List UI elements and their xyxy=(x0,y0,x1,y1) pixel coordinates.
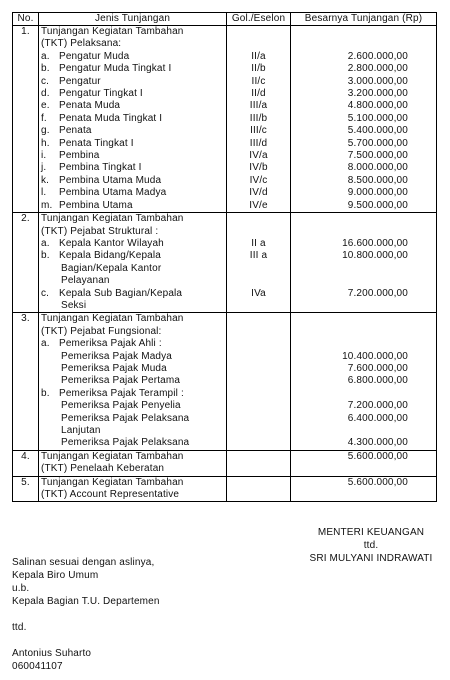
list-marker: m. xyxy=(41,199,53,211)
cell-gol-eselon: III/d xyxy=(227,138,291,150)
cell-gol-eselon xyxy=(227,300,291,313)
table-row xyxy=(13,489,437,502)
cell-jenis-tunjangan xyxy=(39,150,227,162)
cell-jenis-tunjangan xyxy=(39,88,227,100)
cell-no xyxy=(13,300,39,313)
cell-no: 3. xyxy=(13,313,39,326)
cell-jenis-tunjangan xyxy=(39,388,227,400)
cell-jenis-tunjangan xyxy=(39,338,227,350)
cell-no: 1. xyxy=(13,26,39,39)
cell-no xyxy=(13,326,39,338)
table-row xyxy=(13,63,437,75)
table-row xyxy=(13,338,437,350)
cell-amount xyxy=(291,213,437,226)
cell-no xyxy=(13,162,39,174)
cell-gol-eselon: IVa xyxy=(227,288,291,300)
cell-jenis-tunjangan xyxy=(39,238,227,250)
cell-no xyxy=(13,187,39,199)
cell-gol-eselon: IV/e xyxy=(227,200,291,213)
table-row xyxy=(13,162,437,174)
item-label: Pemeriksa Pajak Terampil : xyxy=(59,387,184,399)
cell-amount xyxy=(291,489,437,502)
list-marker: g. xyxy=(41,125,50,137)
cell-amount: 7.600.000,00 xyxy=(291,363,437,375)
cell-gol-eselon: II a xyxy=(227,238,291,250)
cell-jenis-tunjangan xyxy=(39,63,227,75)
list-marker: a. xyxy=(41,237,50,249)
cell-jenis-tunjangan xyxy=(39,162,227,174)
cell-amount: 6.800.000,00 xyxy=(291,375,437,387)
cell-amount xyxy=(291,300,437,313)
list-marker: d. xyxy=(41,88,50,100)
cell-no xyxy=(13,250,39,262)
cell-amount: 3.000.000,00 xyxy=(291,76,437,88)
table-row xyxy=(13,200,437,213)
signature-block xyxy=(296,526,446,565)
table-row xyxy=(13,437,437,450)
cell-gol-eselon: IV/c xyxy=(227,175,291,187)
cell-jenis-tunjangan: Lanjutan xyxy=(39,425,227,437)
item-label: Pembina Utama Muda xyxy=(59,174,162,186)
cell-gol-eselon xyxy=(227,388,291,400)
table-row xyxy=(13,288,437,300)
cell-gol-eselon xyxy=(227,275,291,287)
cell-gol-eselon xyxy=(227,26,291,39)
copy-ub: u.b. xyxy=(12,583,30,594)
cell-no xyxy=(13,150,39,162)
cell-no xyxy=(13,338,39,350)
cell-jenis-tunjangan xyxy=(39,200,227,213)
cell-gol-eselon xyxy=(227,413,291,425)
certified-copy-block xyxy=(12,556,312,673)
table-row xyxy=(13,400,437,412)
cell-gol-eselon xyxy=(227,338,291,350)
cell-amount: 5.600.000,00 xyxy=(291,450,437,463)
cell-amount xyxy=(291,463,437,476)
cell-amount: 8.000.000,00 xyxy=(291,162,437,174)
cell-no xyxy=(13,275,39,287)
cell-amount: 4.300.000,00 xyxy=(291,437,437,450)
table-row xyxy=(13,138,437,150)
cell-amount: 2.800.000,00 xyxy=(291,63,437,75)
cell-amount: 9.000.000,00 xyxy=(291,187,437,199)
cell-amount: 5.600.000,00 xyxy=(291,476,437,489)
item-label: Penata Muda Tingkat I xyxy=(59,112,163,124)
cell-no xyxy=(13,100,39,112)
cell-gol-eselon: II/d xyxy=(227,88,291,100)
cell-jenis-tunjangan: Bagian/Kepala Kantor xyxy=(39,263,227,275)
table-row xyxy=(13,238,437,250)
cell-no xyxy=(13,138,39,150)
cell-jenis-tunjangan xyxy=(39,125,227,137)
cell-jenis-tunjangan: (TKT) Account Representative xyxy=(39,489,227,502)
cell-jenis-tunjangan xyxy=(39,250,227,262)
cell-jenis-tunjangan: Pemeriksa Pajak Pertama xyxy=(39,375,227,387)
item-label: Pengatur Muda xyxy=(59,50,130,62)
cell-amount: 3.200.000,00 xyxy=(291,88,437,100)
list-marker: b. xyxy=(41,387,50,399)
item-label: Penata xyxy=(59,125,92,137)
cell-jenis-tunjangan: (TKT) Pelaksana: xyxy=(39,38,227,50)
cell-no xyxy=(13,175,39,187)
item-label: Kepala Kantor Wilayah xyxy=(59,237,164,249)
table-row xyxy=(13,125,437,137)
table-row xyxy=(13,250,437,262)
cell-no xyxy=(13,113,39,125)
cell-amount: 4.800.000,00 xyxy=(291,100,437,112)
item-label: Pembina Utama xyxy=(59,199,133,211)
cell-gol-eselon: II/a xyxy=(227,51,291,63)
cell-amount xyxy=(291,275,437,287)
table-row xyxy=(13,413,437,425)
item-label: Pembina Tingkat I xyxy=(59,162,142,174)
item-label: Kepala Bidang/Kepala xyxy=(59,250,161,262)
header-no: No. xyxy=(13,13,39,26)
cell-gol-eselon: III a xyxy=(227,250,291,262)
cell-gol-eselon xyxy=(227,463,291,476)
cell-amount xyxy=(291,26,437,39)
copy-statement: Salinan sesuai dengan aslinya, xyxy=(12,557,155,568)
cell-gol-eselon: III/a xyxy=(227,100,291,112)
cell-jenis-tunjangan xyxy=(39,51,227,63)
list-marker: a. xyxy=(41,338,50,350)
table-row xyxy=(13,351,437,363)
cell-jenis-tunjangan xyxy=(39,175,227,187)
cell-jenis-tunjangan: (TKT) Pejabat Fungsional: xyxy=(39,326,227,338)
table-row xyxy=(13,300,437,313)
cell-amount: 7.200.000,00 xyxy=(291,400,437,412)
list-marker: a. xyxy=(41,50,50,62)
cell-gol-eselon xyxy=(227,375,291,387)
table-row xyxy=(13,275,437,287)
table-row xyxy=(13,363,437,375)
cell-amount: 2.600.000,00 xyxy=(291,51,437,63)
table-row xyxy=(13,100,437,112)
cell-gol-eselon: IV/a xyxy=(227,150,291,162)
copy-signer-nip: 060041107 xyxy=(12,661,63,672)
cell-no xyxy=(13,425,39,437)
cell-amount xyxy=(291,425,437,437)
cell-amount xyxy=(291,263,437,275)
cell-jenis-tunjangan: Tunjangan Kegiatan Tambahan xyxy=(39,313,227,326)
table-row xyxy=(13,375,437,387)
cell-gol-eselon: III/b xyxy=(227,113,291,125)
cell-jenis-tunjangan: Pemeriksa Pajak Penyelia xyxy=(39,400,227,412)
table-row xyxy=(13,463,437,476)
cell-amount: 7.200.000,00 xyxy=(291,288,437,300)
list-marker: i. xyxy=(41,150,47,162)
cell-amount xyxy=(291,313,437,326)
cell-jenis-tunjangan xyxy=(39,76,227,88)
cell-gol-eselon xyxy=(227,425,291,437)
cell-jenis-tunjangan xyxy=(39,187,227,199)
cell-jenis-tunjangan: Pemeriksa Pajak Pelaksana xyxy=(39,413,227,425)
table-row xyxy=(13,425,437,437)
cell-jenis-tunjangan: Pemeriksa Pajak Pelaksana xyxy=(39,437,227,450)
cell-gol-eselon: IV/d xyxy=(227,187,291,199)
cell-jenis-tunjangan: Tunjangan Kegiatan Tambahan xyxy=(39,213,227,226)
table-row xyxy=(13,476,437,489)
cell-no xyxy=(13,363,39,375)
cell-gol-eselon xyxy=(227,351,291,363)
cell-amount xyxy=(291,388,437,400)
cell-gol-eselon xyxy=(227,326,291,338)
cell-gol-eselon xyxy=(227,476,291,489)
cell-jenis-tunjangan: Tunjangan Kegiatan Tambahan xyxy=(39,476,227,489)
list-marker: f. xyxy=(41,112,47,124)
cell-amount: 5.400.000,00 xyxy=(291,125,437,137)
cell-gol-eselon xyxy=(227,226,291,238)
cell-amount: 9.500.000,00 xyxy=(291,200,437,213)
cell-no: 5. xyxy=(13,476,39,489)
item-label: Pengatur xyxy=(59,75,101,87)
cell-gol-eselon: III/c xyxy=(227,125,291,137)
header-besarnya-tunjangan: Besarnya Tunjangan (Rp) xyxy=(291,13,437,26)
cell-jenis-tunjangan: Tunjangan Kegiatan Tambahan xyxy=(39,450,227,463)
table-row xyxy=(13,26,437,39)
cell-gol-eselon xyxy=(227,437,291,450)
table-row xyxy=(13,213,437,226)
item-label: Penata Tingkat I xyxy=(59,137,134,149)
cell-amount: 10.800.000,00 xyxy=(291,250,437,262)
table-row xyxy=(13,450,437,463)
cell-no xyxy=(13,238,39,250)
cell-jenis-tunjangan xyxy=(39,100,227,112)
table-row xyxy=(13,88,437,100)
cell-jenis-tunjangan xyxy=(39,138,227,150)
item-label: Pembina xyxy=(59,150,100,162)
table-row xyxy=(13,51,437,63)
cell-gol-eselon xyxy=(227,450,291,463)
cell-no xyxy=(13,351,39,363)
signatory-title: MENTERI KEUANGAN xyxy=(317,527,425,538)
cell-no xyxy=(13,489,39,502)
item-label: Pemeriksa Pajak Ahli : xyxy=(59,338,162,350)
cell-no: 2. xyxy=(13,213,39,226)
copy-position: Kepala Bagian T.U. Departemen xyxy=(12,596,160,607)
list-marker: k. xyxy=(41,174,50,186)
header-gol-eselon: Gol./Eselon xyxy=(227,13,291,26)
table-row xyxy=(13,113,437,125)
cell-amount xyxy=(291,38,437,50)
cell-jenis-tunjangan: Pemeriksa Pajak Muda xyxy=(39,363,227,375)
cell-gol-eselon xyxy=(227,400,291,412)
table-row xyxy=(13,313,437,326)
item-label: Pengatur Tingkat I xyxy=(59,88,143,100)
table-header-row xyxy=(13,13,437,26)
table-body xyxy=(13,26,437,502)
cell-gol-eselon xyxy=(227,489,291,502)
cell-amount: 5.100.000,00 xyxy=(291,113,437,125)
cell-jenis-tunjangan: Tunjangan Kegiatan Tambahan xyxy=(39,26,227,39)
cell-gol-eselon xyxy=(227,263,291,275)
list-marker: e. xyxy=(41,100,50,112)
copy-signer-name: Antonius Suharto xyxy=(12,648,92,659)
cell-no xyxy=(13,88,39,100)
cell-jenis-tunjangan xyxy=(39,288,227,300)
table-row xyxy=(13,263,437,275)
cell-amount: 16.600.000,00 xyxy=(291,238,437,250)
list-marker: b. xyxy=(41,63,50,75)
cell-amount: 6.400.000,00 xyxy=(291,413,437,425)
copy-ttd: ttd. xyxy=(12,622,27,633)
cell-no xyxy=(13,125,39,137)
cell-no xyxy=(13,388,39,400)
table-row xyxy=(13,226,437,238)
table-row xyxy=(13,388,437,400)
cell-gol-eselon xyxy=(227,313,291,326)
cell-gol-eselon xyxy=(227,38,291,50)
signatory-ttd: ttd. xyxy=(363,540,379,551)
cell-no xyxy=(13,288,39,300)
cell-no xyxy=(13,263,39,275)
table-row xyxy=(13,175,437,187)
cell-no xyxy=(13,400,39,412)
list-marker: j. xyxy=(41,162,47,174)
list-marker: l. xyxy=(41,187,47,199)
cell-jenis-tunjangan: (TKT) Pejabat Struktural : xyxy=(39,226,227,238)
cell-jenis-tunjangan: Pelayanan xyxy=(39,275,227,287)
list-marker: b. xyxy=(41,250,50,262)
cell-no: 4. xyxy=(13,450,39,463)
item-label: Penata Muda xyxy=(59,100,121,112)
cell-amount: 5.700.000,00 xyxy=(291,138,437,150)
cell-amount xyxy=(291,226,437,238)
cell-amount xyxy=(291,326,437,338)
cell-amount: 8.500.000,00 xyxy=(291,175,437,187)
copy-office: Kepala Biro Umum xyxy=(12,570,99,581)
item-label: Pembina Utama Madya xyxy=(59,187,167,199)
cell-no xyxy=(13,76,39,88)
cell-amount: 7.500.000,00 xyxy=(291,150,437,162)
cell-no xyxy=(13,226,39,238)
cell-no xyxy=(13,463,39,476)
list-marker: c. xyxy=(41,75,50,87)
cell-no xyxy=(13,375,39,387)
cell-gol-eselon: II/c xyxy=(227,76,291,88)
cell-gol-eselon xyxy=(227,213,291,226)
cell-amount: 10.400.000,00 xyxy=(291,351,437,363)
table-row xyxy=(13,38,437,50)
table-row xyxy=(13,76,437,88)
cell-no xyxy=(13,437,39,450)
cell-no xyxy=(13,63,39,75)
list-marker: h. xyxy=(41,137,50,149)
list-marker: c. xyxy=(41,287,50,299)
cell-no xyxy=(13,38,39,50)
cell-no xyxy=(13,51,39,63)
cell-jenis-tunjangan xyxy=(39,113,227,125)
table-row xyxy=(13,187,437,199)
table-row xyxy=(13,150,437,162)
header-jenis-tunjangan: Jenis Tunjangan xyxy=(39,13,227,26)
cell-gol-eselon xyxy=(227,363,291,375)
table-row xyxy=(13,326,437,338)
cell-gol-eselon: IV/b xyxy=(227,162,291,174)
cell-no xyxy=(13,200,39,213)
cell-jenis-tunjangan: Pemeriksa Pajak Madya xyxy=(39,351,227,363)
item-label: Kepala Sub Bagian/Kepala xyxy=(59,287,183,299)
cell-no xyxy=(13,413,39,425)
cell-gol-eselon: II/b xyxy=(227,63,291,75)
signatory-name: SRI MULYANI INDRAWATI xyxy=(309,553,433,564)
cell-jenis-tunjangan: Seksi xyxy=(39,300,227,313)
allowance-table xyxy=(12,12,437,502)
item-label: Pengatur Muda Tingkat I xyxy=(59,63,172,75)
cell-jenis-tunjangan: (TKT) Penelaah Keberatan xyxy=(39,463,227,476)
cell-amount xyxy=(291,338,437,350)
